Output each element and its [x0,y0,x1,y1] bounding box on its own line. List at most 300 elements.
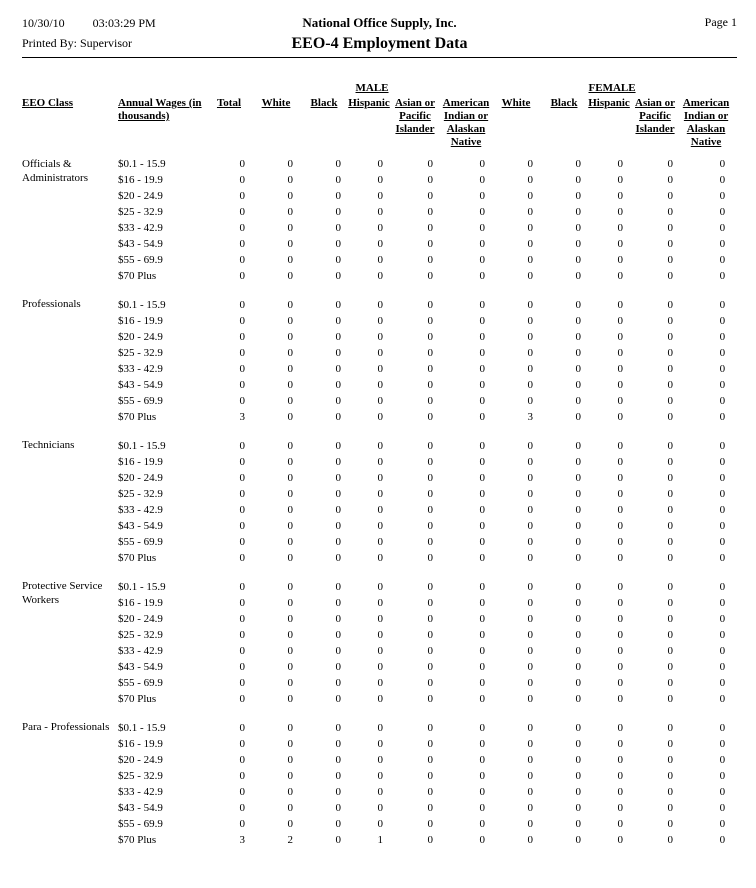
count-cell: 0 [377,802,383,814]
wage-band-label: $33 - 42.9 [118,645,163,657]
eeo-class-group [22,156,732,284]
count-cell: 0 [667,331,674,343]
count-cell: 0 [617,299,624,311]
count-cell: 0 [617,754,624,766]
count-cell: 0 [667,722,674,734]
count-cell: 0 [527,818,534,830]
count-cell: 0 [617,645,624,657]
count-cell: 0 [667,315,674,327]
count-cell: 0 [427,693,433,705]
count-cell: 0 [527,488,534,500]
count-cell: 0 [427,834,433,846]
count-cell: 0 [719,190,726,202]
count-cell: 0 [719,693,726,705]
count-cell: 0 [427,754,433,766]
wage-band-label: $20 - 24.9 [118,331,163,343]
count-cell: 0 [527,613,534,625]
total-column-header: Total [216,97,242,109]
table-row [22,329,732,345]
count-cell: 0 [287,270,293,282]
count-cell: 0 [377,456,383,468]
count-cell: 0 [335,693,341,705]
count-cell: 0 [287,738,293,750]
wage-band-label: $70 Plus [118,270,157,282]
count-cell: 0 [287,190,293,202]
count-cell: 0 [667,693,674,705]
count-cell: 0 [527,299,534,311]
count-cell: 0 [479,693,486,705]
count-cell: 0 [239,206,245,218]
count-cell: 0 [527,331,534,343]
count-cell: 0 [239,158,245,170]
count-cell: 0 [617,834,624,846]
table-row [22,707,732,736]
count-cell: 0 [617,770,624,782]
count-cell: 0 [617,613,624,625]
count-cell: 0 [335,613,341,625]
count-cell: 0 [239,254,245,266]
count-cell: 0 [667,552,674,564]
count-cell: 0 [335,504,341,516]
count-cell: 0 [287,488,293,500]
wage-band-label: $0.1 - 15.9 [118,158,166,170]
count-cell: 0 [617,456,624,468]
count-cell: 0 [427,722,433,734]
count-cell: 0 [287,818,293,830]
count-cell: 0 [575,174,582,186]
count-cell: 0 [617,552,624,564]
count-cell: 0 [617,818,624,830]
count-cell: 0 [287,395,293,407]
wage-band-label: $20 - 24.9 [118,613,163,625]
count-cell: 0 [575,488,582,500]
count-cell: 0 [719,770,726,782]
table-row [22,156,732,172]
count-cell: 0 [239,786,245,798]
wage-band-label: $0.1 - 15.9 [118,440,166,452]
count-cell: 0 [575,206,582,218]
count-cell: 0 [719,440,726,452]
count-cell: 0 [377,411,383,423]
count-cell: 0 [239,581,245,593]
count-cell: 0 [667,395,674,407]
count-cell: 0 [617,488,624,500]
wage-band-label: $0.1 - 15.9 [118,299,166,311]
count-cell: 0 [617,411,624,423]
count-cell: 0 [287,581,293,593]
female-white-column-header: White [501,97,531,109]
count-cell: 0 [479,395,486,407]
count-cell: 0 [667,174,674,186]
count-cell: 0 [479,520,486,532]
count-cell: 0 [335,174,341,186]
count-cell: 0 [479,347,486,359]
count-cell: 0 [479,786,486,798]
count-cell: 0 [575,834,582,846]
count-cell: 0 [239,222,245,234]
count-cell: 0 [377,488,383,500]
count-cell: 0 [335,395,341,407]
wage-band-label: $0.1 - 15.9 [118,722,166,734]
count-cell: 0 [719,315,726,327]
count-cell: 0 [287,299,293,311]
count-cell: 0 [667,190,674,202]
count-cell: 0 [527,158,534,170]
table-row [22,832,732,848]
count-cell: 0 [575,677,582,689]
count-cell: 0 [377,395,383,407]
count-cell: 0 [575,299,582,311]
wage-band-label: $20 - 24.9 [118,754,163,766]
count-cell: 0 [427,661,433,673]
count-cell: 0 [239,738,245,750]
count-cell: 0 [479,363,486,375]
count-cell: 0 [575,738,582,750]
count-cell: 0 [575,693,582,705]
count-cell: 0 [427,456,433,468]
wage-band-label: $33 - 42.9 [118,222,163,234]
table-row [22,768,732,784]
count-cell: 0 [239,270,245,282]
count-cell: 0 [377,645,383,657]
wage-band-label: $33 - 42.9 [118,786,163,798]
count-cell: 0 [667,677,674,689]
count-cell: 0 [335,456,341,468]
count-cell: 0 [479,770,486,782]
count-cell: 0 [719,645,726,657]
count-cell: 0 [719,395,726,407]
count-cell: 0 [377,552,383,564]
table-row [22,313,732,329]
table-row [22,377,732,393]
count-cell: 0 [335,411,341,423]
count-cell: 0 [287,629,293,641]
count-cell: 0 [335,645,341,657]
count-cell: 0 [427,174,433,186]
count-cell: 0 [335,440,341,452]
count-cell: 0 [667,786,674,798]
count-cell: 0 [479,661,486,673]
count-cell: 0 [479,174,486,186]
count-cell: 0 [527,645,534,657]
table-row [22,752,732,768]
count-cell: 0 [287,363,293,375]
count-cell: 0 [287,786,293,798]
count-cell: 0 [239,174,245,186]
count-cell: 0 [335,270,341,282]
table-row [22,220,732,236]
wage-band-label: $43 - 54.9 [118,520,163,532]
count-cell: 0 [427,786,433,798]
count-cell: 0 [479,222,486,234]
count-cell: 0 [667,299,674,311]
male-hispanic-column-header: Hispanic [348,97,390,109]
count-cell: 0 [667,206,674,218]
count-cell: 0 [575,315,582,327]
count-cell: 0 [427,645,433,657]
count-cell: 0 [377,597,383,609]
count-cell: 0 [719,270,726,282]
count-cell: 0 [719,802,726,814]
count-cell: 0 [479,440,486,452]
count-cell: 0 [617,363,624,375]
count-cell: 0 [239,818,245,830]
count-cell: 0 [479,270,486,282]
count-cell: 0 [479,629,486,641]
eeo-class-label: Protective Service Workers [22,580,103,606]
count-cell: 0 [667,613,674,625]
count-cell: 0 [575,440,582,452]
company-name: National Office Supply, Inc. [302,15,457,30]
count-cell: 0 [287,440,293,452]
count-cell: 0 [527,581,534,593]
wage-band-label: $70 Plus [118,693,157,705]
count-cell: 0 [575,722,582,734]
report-titles [292,13,468,53]
count-cell: 0 [617,536,624,548]
count-cell: 0 [239,629,245,641]
count-cell: 0 [527,270,534,282]
count-cell: 0 [239,363,245,375]
count-cell: 0 [335,834,341,846]
count-cell: 0 [617,440,624,452]
count-cell: 0 [427,315,433,327]
count-cell: 0 [427,738,433,750]
count-cell: 0 [287,597,293,609]
count-cell: 0 [667,254,674,266]
count-cell: 0 [377,520,383,532]
count-cell: 0 [527,222,534,234]
count-cell: 0 [575,552,582,564]
table-row [22,643,732,659]
wage-band-label: $55 - 69.9 [118,536,163,548]
table-row [22,425,732,454]
gender-header-row [22,82,732,97]
count-cell: 0 [479,581,486,593]
count-cell: 0 [287,693,293,705]
table-row [22,236,732,252]
count-cell: 0 [239,597,245,609]
count-cell: 0 [479,254,486,266]
count-cell: 0 [617,206,624,218]
count-cell: 0 [239,536,245,548]
male-black-column-header: Black [310,97,338,109]
count-cell: 0 [617,597,624,609]
count-cell: 0 [527,770,534,782]
count-cell: 0 [527,629,534,641]
table-row [22,800,732,816]
count-cell: 0 [377,581,383,593]
count-cell: 0 [377,818,383,830]
count-cell: 0 [335,520,341,532]
count-cell: 0 [427,613,433,625]
count-cell: 0 [575,536,582,548]
count-cell: 0 [427,411,433,423]
count-cell: 0 [335,629,341,641]
count-cell: 0 [377,206,383,218]
count-cell: 0 [719,411,726,423]
count-cell: 0 [287,238,293,250]
count-cell: 0 [377,331,383,343]
count-cell: 0 [667,488,674,500]
count-cell: 0 [239,488,245,500]
count-cell: 0 [335,786,341,798]
count-cell: 0 [667,440,674,452]
count-cell: 0 [575,222,582,234]
count-cell: 0 [479,802,486,814]
count-cell: 0 [239,693,245,705]
count-cell: 0 [617,581,624,593]
count-cell: 0 [479,456,486,468]
count-cell: 0 [527,552,534,564]
count-cell: 0 [667,270,674,282]
count-cell: 0 [617,331,624,343]
table-row [22,502,732,518]
count-cell: 0 [719,738,726,750]
count-cell: 0 [575,158,582,170]
wage-band-label: $43 - 54.9 [118,661,163,673]
count-cell: 0 [575,661,582,673]
eeo-class-group [22,284,732,425]
count-cell: 0 [479,536,486,548]
count-cell: 0 [719,379,726,391]
count-cell: 0 [527,536,534,548]
count-cell: 0 [377,504,383,516]
count-cell: 0 [427,472,433,484]
count-cell: 0 [427,629,433,641]
count-cell: 0 [667,472,674,484]
count-cell: 0 [719,158,726,170]
count-cell: 0 [239,645,245,657]
count-cell: 0 [527,722,534,734]
count-cell: 0 [427,395,433,407]
count-cell: 0 [479,834,486,846]
count-cell: 0 [377,770,383,782]
count-cell: 0 [427,206,433,218]
count-cell: 0 [527,520,534,532]
count-cell: 0 [667,597,674,609]
count-cell: 0 [239,472,245,484]
count-cell: 0 [287,456,293,468]
count-cell: 0 [335,581,341,593]
count-cell: 0 [575,520,582,532]
count-cell: 0 [617,520,624,532]
count-cell: 0 [287,722,293,734]
count-cell: 0 [287,472,293,484]
count-cell: 0 [527,754,534,766]
table-row [22,268,732,284]
count-cell: 0 [479,206,486,218]
count-cell: 0 [335,661,341,673]
count-cell: 0 [287,411,293,423]
count-cell: 0 [617,270,624,282]
count-cell: 0 [527,677,534,689]
count-cell: 0 [719,754,726,766]
count-cell: 0 [617,629,624,641]
count-cell: 0 [479,190,486,202]
count-cell: 0 [527,395,534,407]
count-cell: 0 [287,254,293,266]
count-cell: 0 [479,677,486,689]
count-cell: 0 [287,206,293,218]
count-cell: 0 [719,504,726,516]
count-cell: 0 [527,834,534,846]
count-cell: 0 [719,613,726,625]
count-cell: 0 [377,677,383,689]
count-cell: 0 [479,613,486,625]
count-cell: 0 [575,818,582,830]
count-cell: 0 [335,472,341,484]
count-cell: 0 [719,331,726,343]
count-cell: 0 [719,456,726,468]
print-info [22,13,292,53]
count-cell: 0 [377,174,383,186]
count-cell: 0 [667,754,674,766]
count-cell: 0 [335,552,341,564]
count-cell: 0 [377,190,383,202]
table-row [22,784,732,800]
count-cell: 0 [719,363,726,375]
eeo-class-group [22,425,732,566]
wage-band-label: $55 - 69.9 [118,677,163,689]
male-white-column-header: White [261,97,291,109]
count-cell: 0 [575,190,582,202]
count-cell: 0 [335,802,341,814]
table-row [22,534,732,550]
count-cell: 0 [527,504,534,516]
count-cell: 0 [575,581,582,593]
wage-band-label: $25 - 32.9 [118,488,163,500]
count-cell: 0 [479,488,486,500]
table-row [22,252,732,268]
count-cell: 0 [287,158,293,170]
count-cell: 0 [575,472,582,484]
count-cell: 0 [617,677,624,689]
count-cell: 0 [667,222,674,234]
count-cell: 0 [527,190,534,202]
count-cell: 0 [617,722,624,734]
count-cell: 0 [617,379,624,391]
count-cell: 0 [719,597,726,609]
count-cell: 0 [667,645,674,657]
count-cell: 0 [575,347,582,359]
count-cell: 0 [617,693,624,705]
count-cell: 0 [527,440,534,452]
count-cell: 0 [617,347,624,359]
count-cell: 0 [575,363,582,375]
count-cell: 0 [479,722,486,734]
count-cell: 3 [239,834,245,846]
count-cell: 0 [617,738,624,750]
count-cell: 0 [719,174,726,186]
count-cell: 0 [479,552,486,564]
count-cell: 0 [377,379,383,391]
count-cell: 0 [427,802,433,814]
female-group-header: FEMALE [588,82,636,94]
count-cell: 0 [335,597,341,609]
count-cell: 0 [719,238,726,250]
count-cell: 0 [239,520,245,532]
count-cell: 0 [527,693,534,705]
count-cell: 0 [239,190,245,202]
count-cell: 0 [667,536,674,548]
table-row [22,691,732,707]
count-cell: 0 [667,661,674,673]
count-cell: 0 [479,158,486,170]
count-cell: 0 [377,754,383,766]
count-cell: 0 [575,754,582,766]
gender-header-spacer [22,82,252,97]
